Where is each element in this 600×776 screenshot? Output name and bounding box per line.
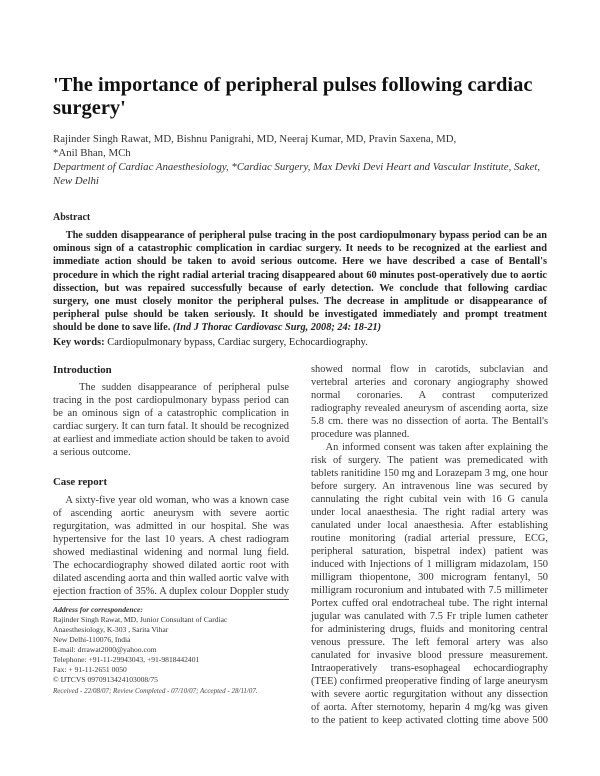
text-line: The sudden disappearance of peripheral pulse tracing in the post cardiopulmonary bypass period can be an (53, 230, 547, 241)
text-line: of aorta. After sternotomy, heparin 4 mg/kg was given (311, 702, 548, 713)
affiliation-line: Department of Cardiac Anaesthesiology, *Cardiac Surgery, Max Devki Devi Heart and Vascular Institute, Saket, (53, 161, 541, 173)
footnote-divider (53, 599, 289, 600)
citation: (Ind J Thorac Cardiovasc Surg, 2008; 24: 18-21) (170, 322, 382, 334)
introduction-body (53, 381, 289, 459)
abstract-body (53, 229, 547, 335)
text-line: The echocardiography showed dilated aortic root with (53, 560, 289, 571)
text-line: E-mail: drrawat2000@yahoo.com (53, 645, 157, 654)
text-line: hypertensive for the last 10 years. A chest radiogram (53, 534, 289, 545)
introduction-heading: Introduction (53, 364, 112, 376)
text-line: procedure in which the right radial arterial tracing disappeared about 60 minutes post-operatively due to aortic (53, 269, 547, 281)
case-report-heading: Case report (53, 476, 108, 488)
abstract-last-line (53, 321, 547, 334)
text-line: with severe aortic regurgitation without any dissection (311, 689, 548, 700)
text-line: vertebral arteries and coronary angiography showed (311, 377, 548, 388)
text-line: normal coronaries. A contrast computerized (311, 390, 548, 401)
text-line: © IJTCVS 0970913424103008/75 (53, 675, 158, 684)
text-line: A sixty-five year old woman, who was a known case (53, 495, 289, 506)
text-line: of ascending aortic aneurysm with severe aortic (53, 508, 289, 519)
text-line: before surgery. An intravenous line was secured by (311, 481, 548, 492)
text-line: The sudden disappearance of peripheral pulse (53, 382, 289, 393)
text-line: Portex cuffed oral endotracheal tube. The right internal (311, 598, 548, 609)
text-line: jugular was canulated with 7.5 Fr triple lumen catheter (311, 611, 548, 622)
text-line: canulated for invasive blood pressure measurement. (311, 650, 548, 661)
text-line: Intraoperatively trans-esophageal echocardiography (311, 663, 548, 674)
affiliation (53, 160, 553, 188)
text-line: radiography revealed aneurysm of ascending aorta, size (311, 403, 548, 414)
text-line: tablets ranitidine 150 mg and Lorazepam 3 mg, one hour (311, 468, 548, 479)
keywords-text: Cardiopulmonary bypass, Cardiac surgery, Echocardiography. (104, 337, 368, 348)
text-line: New Delhi-110076, India (53, 635, 131, 644)
text-line: (TEE) confirmed preoperative finding of large aneurysm (311, 676, 548, 687)
text-line: dilated ascending aorta and thin walled aortic valve with (53, 573, 289, 584)
text-line: at earliest and immediate action should be taken to avoid (53, 434, 290, 445)
case-report-body-left (53, 494, 289, 598)
text-line: Rajinder Singh Rawat, MD, Junior Consultant of Cardiac (53, 615, 228, 624)
text-line: risk of surgery. The patient was premedicated with (311, 455, 548, 466)
text-line: peripheral saturation, bispetral index) patient was (311, 546, 548, 557)
author-line: *Anil Bhan, MCh (53, 147, 131, 159)
author-list (53, 132, 553, 160)
text-line: routine monitoring (radial arterial pressure, ECG, (311, 533, 548, 544)
text-line: to the patient to keep activated clotting time above 500 (311, 715, 548, 726)
text-line: ejection fraction of 35%. A duplex colour Doppler study (53, 586, 289, 597)
abstract-lines (53, 229, 547, 321)
title-line: 'The importance of peripheral pulses following cardiac (53, 74, 533, 96)
text-line: canulated under local anaesthesia. After establishing (311, 520, 548, 531)
text-line: ominous sign of a catastrophic complication in cardiac surgery. It needs to be recognized at the earliest and (53, 243, 547, 255)
text-line: be an ominous sign of a catastrophic complication in (53, 408, 289, 419)
text-line: for administering drugs, fluids and monitoring central (311, 624, 548, 635)
affiliation-line: New Delhi (53, 175, 99, 187)
correspondence-address (53, 605, 293, 685)
text-line: induced with Injections of 1 milligram midazolam, 150 (311, 559, 548, 570)
text-line: immediate action should be taken to avoid serious outcome. Here we have described a case of Bentall's (53, 256, 547, 268)
text-line: venous pressure. The left femoral artery was also (311, 637, 548, 648)
text-line: peripheral pulse should be taken seriously. It should be investigated immediately and prompt treatment (53, 309, 547, 321)
text-line: a serious outcome. (53, 447, 131, 458)
text-line: showed normal flow in carotids, subclavian and (311, 364, 548, 375)
keywords-label: Key words: (53, 337, 105, 348)
text-line: dissection, but was repaired successfully because of early detection. We conclude that following cardiac (53, 282, 547, 294)
text-line: showed mediastinal widening and normal lung field. (53, 547, 289, 558)
received-dates: Received - 22/08/07; Review Completed - 07/10/07; Accepted - 28/11/07. (53, 687, 258, 695)
text-line: cardiac surgery. It can turn fatal. It should be recognized (53, 421, 289, 432)
text-line: Fax: + 91-11-2651 0050 (53, 665, 127, 674)
text-line: Telephone: +91-11-29943043, +91-9818442401 (53, 655, 200, 664)
case-report-body-right-p2 (311, 441, 548, 727)
abstract-heading: Abstract (53, 212, 91, 223)
abstract-text: should be done to save life. (53, 322, 171, 334)
correspondence-lines (53, 615, 293, 685)
text-line: milligram rocuronium and intubated with 7.5 millimeter (311, 585, 548, 596)
article-title (53, 74, 553, 120)
text-line: regurgitation, was admitted in our hospital. She was (53, 521, 289, 532)
text-line: under local anaesthesia. The right radial artery was (311, 507, 548, 518)
text-line: procedure was planned. (311, 429, 410, 440)
text-line: An informed consent was taken after explaining the (311, 442, 548, 453)
text-line: surgery, one must closely monitor the peripheral pulses. The decrease in amplitude or disappearance of (53, 295, 547, 307)
keywords (53, 336, 547, 349)
text-line: milligram thiopentone, 300 microgram fentanyl, 50 (311, 572, 548, 583)
case-report-body-right-p1 (311, 363, 548, 441)
correspondence-heading: Address for correspondence: (53, 605, 143, 614)
text-line: Anaesthesiology, K-303 , Sarita Vihar (53, 625, 169, 634)
title-line: surgery' (53, 97, 126, 119)
author-line: Rajinder Singh Rawat, MD, Bishnu Panigrahi, MD, Neeraj Kumar, MD, Pravin Saxena, MD, (53, 133, 457, 145)
text-line: tracing in the post cardiopulmonary bypass period can (53, 395, 289, 406)
text-line: cannulating the right cubital vein with 16 G canula (311, 494, 548, 505)
text-line: 5.8 cm. there was no dissection of aorta. The Bentall's (311, 416, 548, 427)
